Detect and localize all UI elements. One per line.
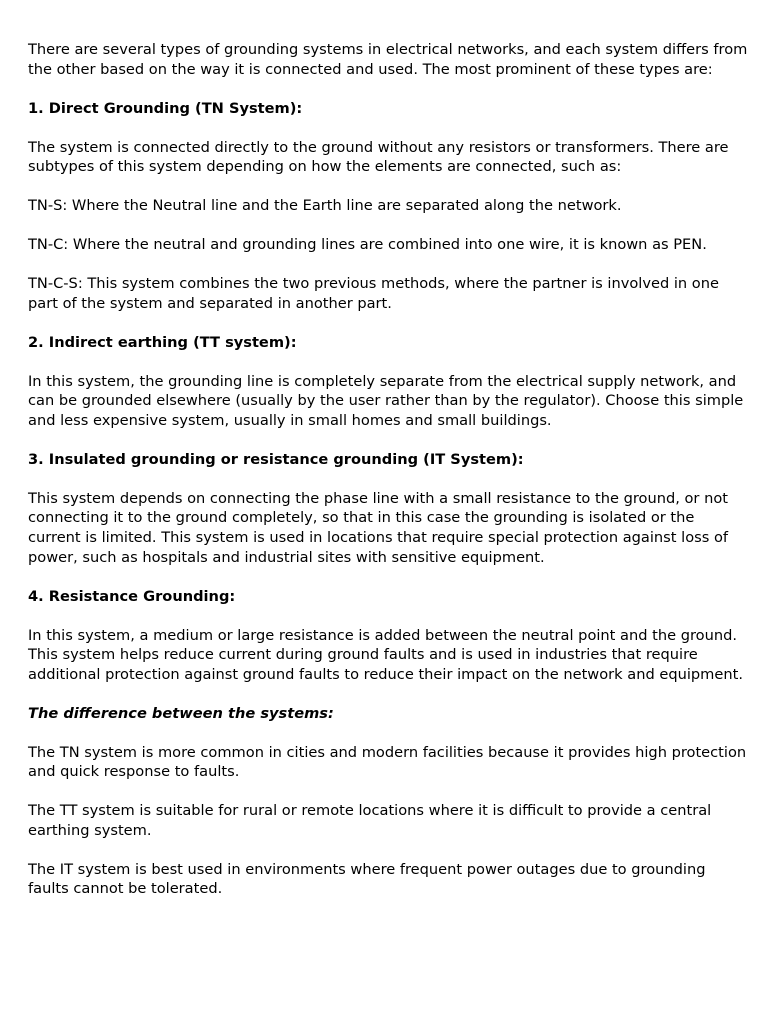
section-body-tt-system: In this system, the grounding line is completely separate from the electrical supply network, and can be grounded elsewhere (usually by the user rather than by the regulator). Choose this simple and less expensive system, usually in small homes and small buildings.	[28, 372, 744, 429]
difference-heading: The difference between the systems:	[28, 704, 334, 722]
intro-paragraph: There are several types of grounding systems in electrical networks, and each system differs from the other based on the way it is connected and used. The most prominent of these types are:	[28, 41, 748, 78]
section-body-it-system: This system depends on connecting the phase line with a small resistance to the ground, or not connecting it to the ground completely, so that in this case the grounding is isolated or the current is limited. This system is used in locations that require special protection against loss of power, such as hospitals and industrial sites with sensitive equipment.	[28, 489, 729, 566]
section-heading-resistance-grounding: 4. Resistance Grounding:	[28, 587, 236, 605]
subtype-tn-c: TN-C: Where the neutral and grounding lines are combined into one wire, it is known as PEN.	[28, 236, 707, 254]
difference-point-it: The IT system is best used in environments where frequent power outages due to grounding faults cannot be tolerated.	[28, 860, 706, 898]
subtype-tn-c-s: TN-C-S: This system combines the two previous methods, where the partner is involved in one part of the system and separated in another part.	[28, 275, 719, 312]
section-body-tn-system: The system is connected directly to the ground without any resistors or transformers. There are subtypes of this system depending on how the elements are connected, such as:	[28, 138, 729, 176]
section-heading-tt-system: 2. Indirect earthing (TT system):	[28, 333, 297, 351]
subtype-tn-s: TN-S: Where the Neutral line and the Earth line are separated along the network.	[28, 197, 622, 215]
section-body-resistance-grounding: In this system, a medium or large resistance is added between the neutral point and the ground. This system helps reduce current during ground faults and is used in industries that require additional protection against ground faults to reduce their impact on the network and equipment.	[28, 626, 743, 683]
section-heading-it-system: 3. Insulated grounding or resistance grounding (IT System):	[28, 450, 524, 468]
difference-point-tt: The TT system is suitable for rural or remote locations where it is difficult to provide a central earthing system.	[28, 802, 712, 839]
section-heading-tn-system: 1. Direct Grounding (TN System):	[28, 99, 303, 117]
difference-point-tn: The TN system is more common in cities and modern facilities because it provides high protection and quick response to faults.	[28, 743, 747, 781]
